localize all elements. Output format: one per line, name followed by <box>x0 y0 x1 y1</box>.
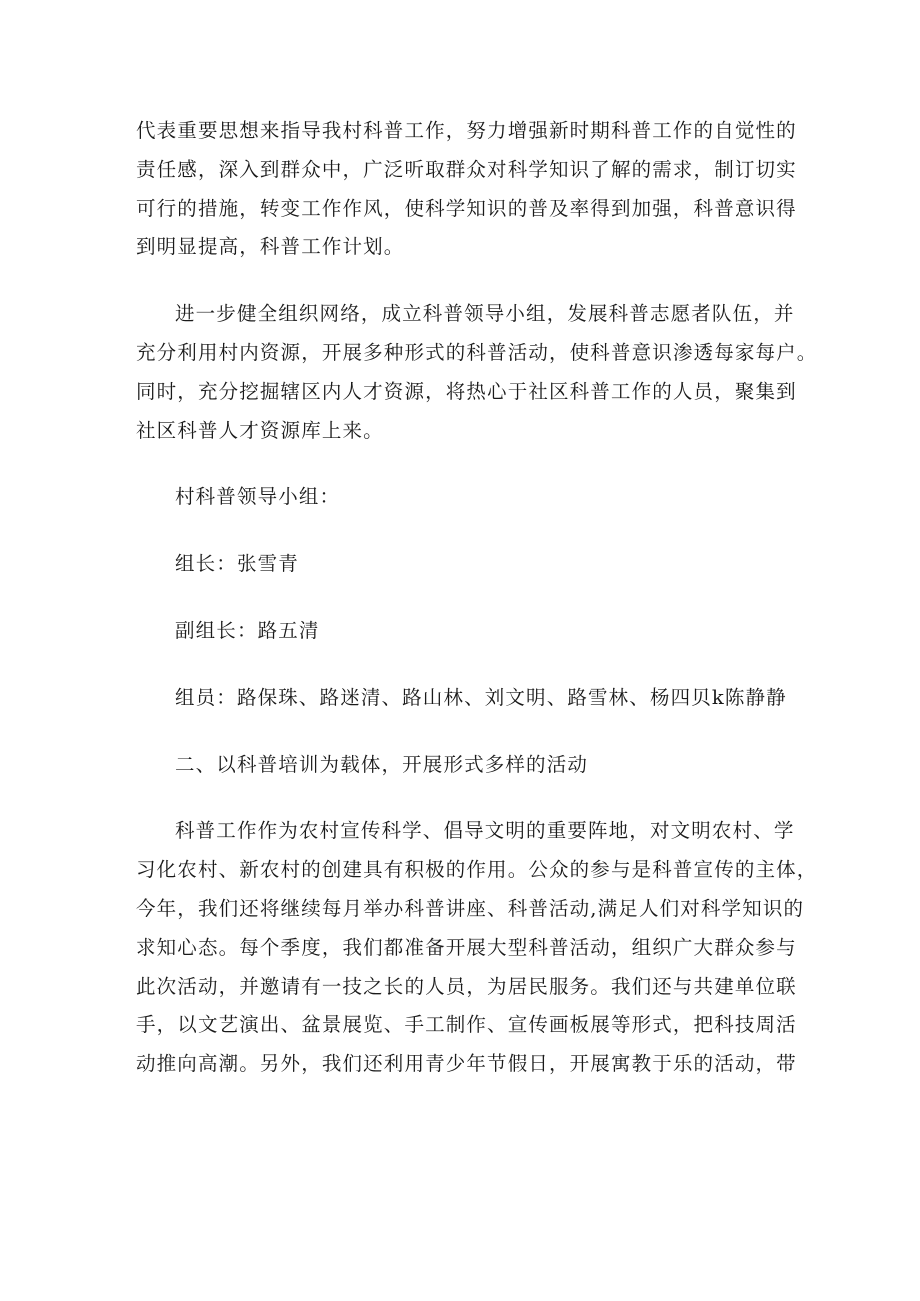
section-heading: 二、以科普培训为载体，开展形式多样的活动 <box>175 752 589 776</box>
text-line: 进一步健全组织网络，成立科普领导小组，发展科普志愿者队伍，并 <box>175 302 795 326</box>
paragraph-activities <box>136 812 818 1084</box>
leader-line: 组长：张雪青 <box>175 552 299 576</box>
text-line: 习化农村、新农村的创建具有积极的作用。公众的参与是科普宣传的主体， <box>136 858 818 882</box>
group-title: 村科普领导小组： <box>175 485 341 509</box>
document-body <box>136 112 818 1084</box>
text-line: 代表重要思想来指导我村科普工作，努力增强新时期科普工作的自觉性的 <box>136 119 797 142</box>
text-line: 手，以文艺演出、盆景展览、手工制作、宣传画板展等形式，把科技周活 <box>136 1013 797 1037</box>
text-line: 可行的措施，转变工作作风，使科学知识的普及率得到加强，科普意识得 <box>136 196 797 220</box>
text-line: 今年，我们还将继续每月举办科普讲座、科普活动,满足人们对科学知识的 <box>136 896 805 920</box>
text-line: 动推向高潮。另外，我们还利用青少年节假日，开展寓教于乐的活动，带 <box>136 1052 797 1076</box>
members-line: 组员：路保珠、路迷清、路山林、刘文明、路雪林、杨四贝k陈静静 <box>175 685 787 709</box>
paragraph-ideology <box>136 112 796 267</box>
text-line: 同时，充分挖掘辖区内人才资源，将热心于社区科普工作的人员，聚集到 <box>136 379 797 403</box>
text-line: 到明显提高，科普工作计划。 <box>136 235 405 259</box>
text-line: 科普工作作为农村宣传科学、倡导文明的重要阵地，对文明农村、学 <box>175 819 795 843</box>
text-line: 求知心态。每个季度，我们都准备开展大型科普活动，组织广大群众参与 <box>136 935 797 959</box>
deputy-leader-line: 副组长：路五清 <box>175 618 320 642</box>
text-line: 责任感，深入到群众中，广泛听取群众对科学知识了解的需求，制订切实 <box>136 157 797 181</box>
text-line: 此次活动，并邀请有一技之长的人员，为居民服务。我们还与共建单位联 <box>136 974 797 998</box>
text-line: 社区科普人才资源库上来。 <box>136 418 384 442</box>
text-line: 充分利用村内资源，开展多种形式的科普活动，使科普意识渗透每家每户。 <box>136 340 818 364</box>
paragraph-organization <box>136 295 818 450</box>
